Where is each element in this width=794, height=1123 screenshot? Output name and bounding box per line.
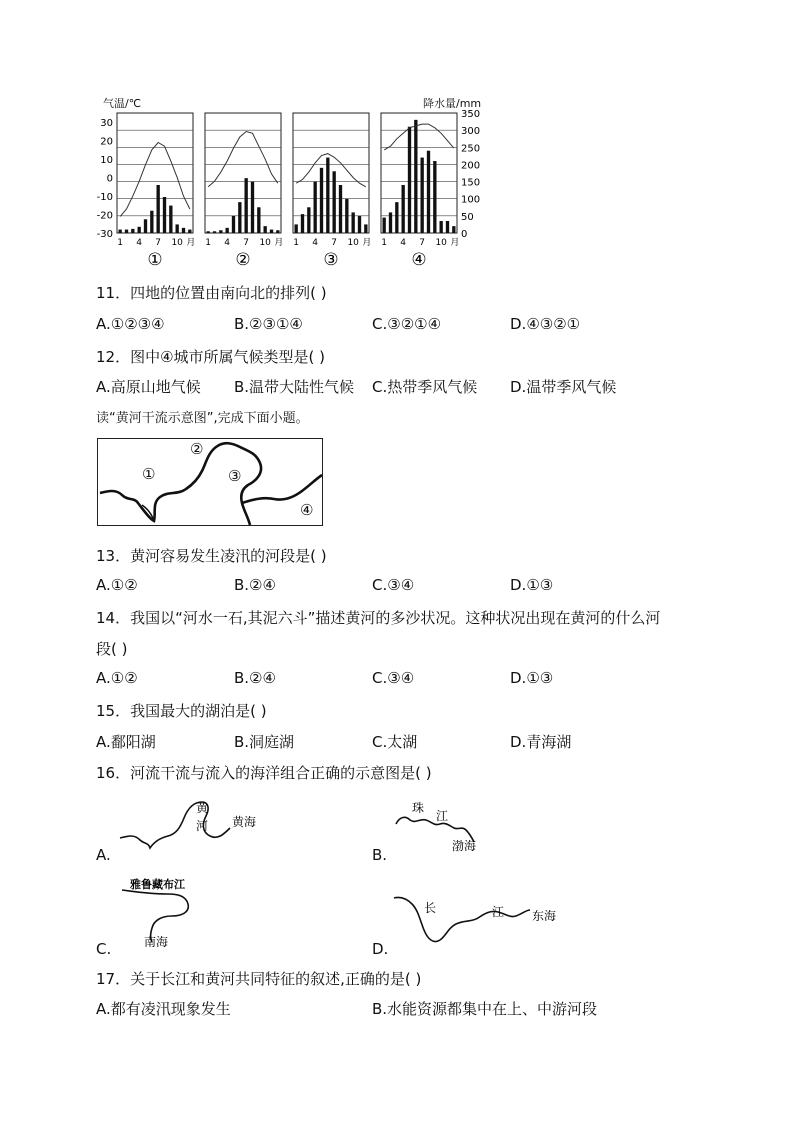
temp-tick-label: 30 <box>100 118 113 130</box>
q16-option-c[interactable]: C. <box>96 940 112 958</box>
q16-option-a[interactable]: A. <box>96 846 111 864</box>
yellow-river-course <box>98 439 324 527</box>
question-16-stem: 16．河流干流与流入的海洋组合正确的示意图是( ) <box>96 764 432 782</box>
precip-bar <box>182 228 185 233</box>
question-15-stem: 15．我国最大的湖泊是( ) <box>96 702 267 720</box>
precip-bar <box>345 199 348 233</box>
precip-bar <box>314 182 317 233</box>
month-tick-label: 10 <box>259 238 271 248</box>
q13-option-b[interactable]: B.②④ <box>234 576 276 594</box>
precip-bar <box>421 158 424 233</box>
month-tick-label: 1 <box>205 238 212 248</box>
precip-bar <box>169 206 172 233</box>
chart-frame <box>117 113 193 233</box>
precip-bar <box>264 226 267 233</box>
temperature-curve <box>208 132 278 187</box>
q14-option-d[interactable]: D.①③ <box>510 669 554 687</box>
precip-bar <box>427 151 430 233</box>
precip-bar <box>144 219 147 233</box>
q16-option-d[interactable]: D. <box>372 940 389 958</box>
chart-marker: ③ <box>323 250 339 270</box>
precip-bar <box>320 168 323 233</box>
q12-option-b[interactable]: B.温带大陆性气候 <box>234 378 355 396</box>
q14-option-c[interactable]: C.③④ <box>372 669 415 687</box>
q12-option-a[interactable]: A.高原山地气候 <box>96 378 201 396</box>
month-tick-label: 7 <box>243 238 250 248</box>
question-11-stem: 11．四地的位置由南向北的排列( ) <box>96 284 327 302</box>
precip-bar <box>326 158 329 233</box>
month-tick-label: 10 <box>347 238 359 248</box>
precip-bar <box>402 185 405 233</box>
climate-charts <box>95 105 485 270</box>
precip-bar <box>307 207 310 233</box>
q14-option-a[interactable]: A.①② <box>96 669 138 687</box>
q12-option-d[interactable]: D.温带季风气候 <box>510 378 617 396</box>
month-suffix-label: 月 <box>186 238 196 248</box>
temp-tick-label: 20 <box>100 136 113 148</box>
precip-bar <box>188 230 191 233</box>
chart-frame <box>293 113 369 233</box>
question-17-stem: 17．关于长江和黄河共同特征的叙述,正确的是( ) <box>96 970 422 988</box>
q16b-river-label-2: 江 <box>436 809 449 823</box>
month-tick-label: 4 <box>312 238 319 248</box>
month-tick-label: 1 <box>293 238 300 248</box>
q13-option-d[interactable]: D.①③ <box>510 576 554 594</box>
precip-bar <box>125 230 128 233</box>
temperature-curve <box>120 143 190 217</box>
temperature-curve <box>384 124 454 150</box>
month-tick-label: 1 <box>381 238 388 248</box>
chart-frame <box>205 113 281 233</box>
precip-tick-label: 100 <box>461 194 481 206</box>
precip-bar <box>433 161 436 233</box>
month-tick-label: 4 <box>224 238 231 248</box>
q16d-sea-label: 东海 <box>532 909 557 923</box>
q16d-river-label-1: 长 <box>424 901 437 915</box>
precip-bar <box>219 230 222 233</box>
q16a-river-label-1: 黄 <box>196 801 209 815</box>
temp-tick-label: 0 <box>106 173 113 185</box>
precip-bar <box>150 211 153 233</box>
precip-bar <box>157 185 160 233</box>
precip-bar <box>352 212 355 233</box>
temperature-axis-label: 气温/℃ <box>103 97 142 110</box>
chart-marker: ④ <box>411 250 427 270</box>
month-tick-label: 1 <box>117 238 124 248</box>
q11-option-d[interactable]: D.④③②① <box>510 315 581 333</box>
precip-bar <box>339 185 342 233</box>
precip-bar <box>131 229 134 233</box>
q15-option-b[interactable]: B.洞庭湖 <box>234 733 295 751</box>
precip-bar <box>440 221 443 233</box>
q15-option-c[interactable]: C.太湖 <box>372 733 418 751</box>
precip-tick-label: 0 <box>461 229 468 240</box>
month-tick-label: 7 <box>419 238 426 248</box>
precip-bar <box>446 221 449 233</box>
month-suffix-label: 月 <box>362 238 372 248</box>
map-marker-2: ② <box>190 440 204 458</box>
precip-bar <box>176 224 179 233</box>
precip-bar <box>333 171 336 233</box>
q16a-sea-label: 黄海 <box>232 815 257 829</box>
map-marker-3: ③ <box>228 467 242 485</box>
month-tick-label: 7 <box>155 238 162 248</box>
q15-option-a[interactable]: A.鄱阳湖 <box>96 733 156 751</box>
temp-tick-label: -10 <box>96 192 113 204</box>
precip-bar <box>226 228 229 233</box>
question-12-stem: 12．图中④城市所属气候类型是( ) <box>96 348 326 366</box>
precipitation-axis-label: 降水量/mm <box>423 97 482 110</box>
precip-bar <box>276 230 279 233</box>
precip-bar <box>213 231 216 233</box>
question-14-stem-line1: 14．我国以“河水一石,其泥六斗”描述黄河的多沙状况。这种状况出现在黄河的什么河 <box>96 609 661 627</box>
q12-option-c[interactable]: C.热带季风气候 <box>372 378 478 396</box>
month-suffix-label: 月 <box>450 238 460 248</box>
q16-map-b <box>392 798 502 858</box>
month-tick-label: 10 <box>435 238 447 248</box>
q11-option-b[interactable]: B.②③①④ <box>234 315 303 333</box>
precip-bar <box>364 224 367 233</box>
question-13-stem: 13．黄河容易发生凌汛的河段是( ) <box>96 547 327 565</box>
q13-option-c[interactable]: C.③④ <box>372 576 415 594</box>
precip-bar <box>301 214 304 233</box>
month-tick-label: 4 <box>400 238 407 248</box>
precip-bar <box>245 178 248 233</box>
precip-bar <box>452 226 455 233</box>
yellow-river-map <box>97 438 323 526</box>
precip-tick-label: 300 <box>461 126 481 138</box>
month-tick-label: 10 <box>171 238 183 248</box>
precip-bar <box>395 202 398 233</box>
precip-bar <box>358 216 361 233</box>
precip-bar <box>257 207 260 233</box>
precip-tick-label: 350 <box>461 109 481 120</box>
q11-option-a[interactable]: A.①②③④ <box>96 315 165 333</box>
precip-bar <box>119 230 122 233</box>
q16-map-a <box>118 798 268 858</box>
question-14-stem-line2: 段( ) <box>96 640 128 658</box>
temp-tick-label: 10 <box>100 155 113 167</box>
precip-bar <box>138 227 141 233</box>
month-tick-label: 4 <box>136 238 143 248</box>
precip-bar <box>270 230 273 233</box>
q16c-sea-label: 南海 <box>144 935 169 949</box>
passage-intro: 读“黄河干流示意图”,完成下面小题。 <box>96 411 309 426</box>
temp-tick-label: -20 <box>96 210 113 222</box>
q16a-river-label-2: 河 <box>196 819 209 833</box>
q15-option-d[interactable]: D.青海湖 <box>510 733 572 751</box>
precip-bar <box>207 231 210 233</box>
q16-option-b[interactable]: B. <box>372 846 388 864</box>
precip-bar <box>414 120 417 233</box>
precip-bar <box>383 218 386 233</box>
precip-tick-label: 200 <box>461 160 481 172</box>
precip-bar <box>163 197 166 233</box>
map-marker-4: ④ <box>300 501 314 519</box>
chart-marker: ② <box>235 250 251 270</box>
precip-bar <box>408 127 411 233</box>
q17-option-b[interactable]: B.水能资源都集中在上、中游河段 <box>372 1000 598 1018</box>
q14-option-b[interactable]: B.②④ <box>234 669 276 687</box>
q16b-sea-label: 渤海 <box>452 839 477 853</box>
month-suffix-label: 月 <box>274 238 284 248</box>
q16d-river-label-2: 江 <box>492 905 505 919</box>
q13-option-a[interactable]: A.①② <box>96 576 138 594</box>
precip-bar <box>238 202 241 233</box>
precip-bar <box>295 224 298 233</box>
q16c-river-label: 雅鲁藏布江 <box>130 878 185 891</box>
month-tick-label: 7 <box>331 238 338 248</box>
precip-tick-label: 150 <box>461 177 481 189</box>
precip-tick-label: 50 <box>461 211 474 223</box>
q11-option-c[interactable]: C.③②①④ <box>372 315 442 333</box>
chart-marker: ① <box>147 250 163 270</box>
q16b-river-label-1: 珠 <box>412 801 425 815</box>
precip-bar <box>232 216 235 233</box>
temp-tick-label: -30 <box>96 229 113 240</box>
precip-tick-label: 250 <box>461 143 481 155</box>
precip-bar <box>389 212 392 233</box>
precip-bar <box>251 182 254 233</box>
q16-map-c <box>116 876 226 952</box>
q17-option-a[interactable]: A.都有凌汛现象发生 <box>96 1000 231 1018</box>
q16-map-d <box>392 890 562 954</box>
map-marker-1: ① <box>142 465 156 483</box>
chart-frame <box>381 113 457 233</box>
